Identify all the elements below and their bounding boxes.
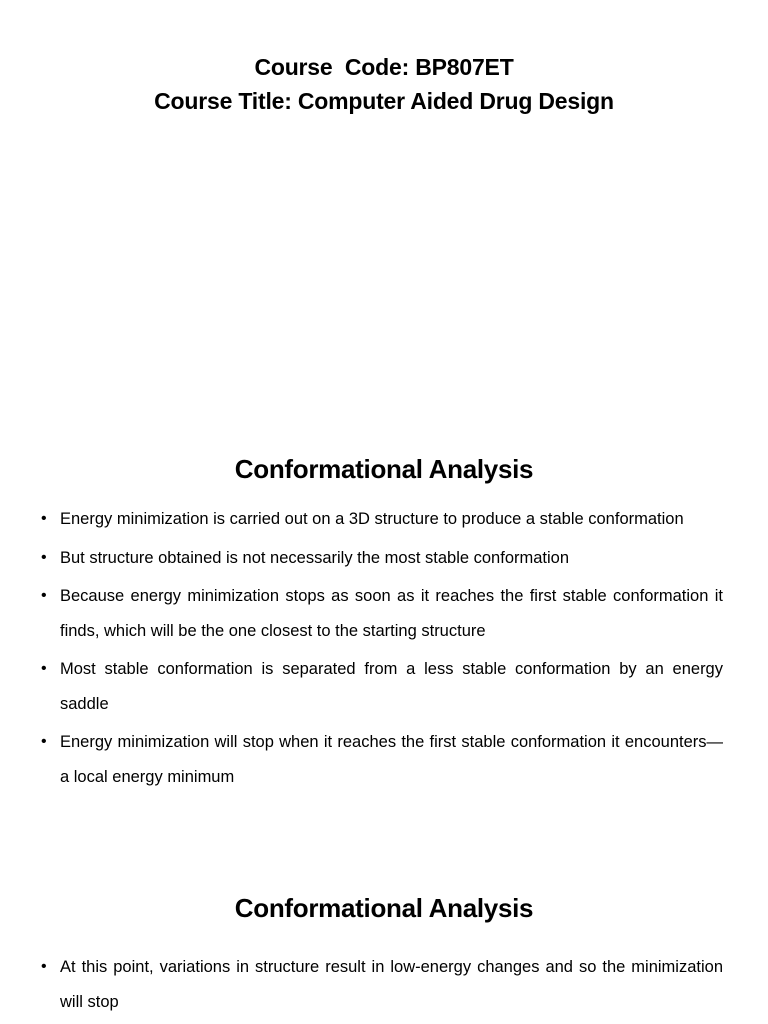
bullet-item [41,579,723,648]
course-code: Course Code: BP807ET [254,54,514,80]
bullet-text: Most stable conformation is separated from a less stable conformation by an energy saddle [60,660,723,713]
slide-conformational-analysis-2 [0,860,768,1024]
slide-conformational-analysis-1 [0,430,768,850]
bullet-text: Because energy minimization stops as soon as it reaches the first stable conformation it finds, which will be the one closest to the starting structure [60,587,723,640]
slide-heading: Conformational Analysis [234,893,534,923]
slide-heading: Conformational Analysis [234,454,534,484]
bullet-item [41,652,723,721]
course-title: Course Title: Computer Aided Drug Design [154,88,614,114]
bullet-icon: • [41,733,47,750]
bullet-icon: • [41,548,47,566]
bullet-item [41,502,723,537]
bullet-text: At this point, variations in structure result in low-energy changes and so the minimization will stop [60,958,723,1011]
bullet-icon: • [41,587,47,604]
bullet-item [41,541,723,576]
bullet-text: Energy minimization is carried out on a 3D structure to produce a stable conformation [60,510,684,528]
bullet-list [41,502,723,798]
bullet-icon: • [41,660,47,677]
bullet-item [41,725,723,794]
bullet-icon: • [41,510,47,527]
bullet-text: Energy minimization will stop when it reaches the first stable conformation it encounters—a local energy minimum [60,733,723,786]
bullet-item [41,950,723,1019]
bullet-list [41,950,723,1023]
bullet-icon: • [41,958,47,975]
title-slide [0,0,768,430]
bullet-text: But structure obtained is not necessarily the most stable conformation [60,548,570,567]
